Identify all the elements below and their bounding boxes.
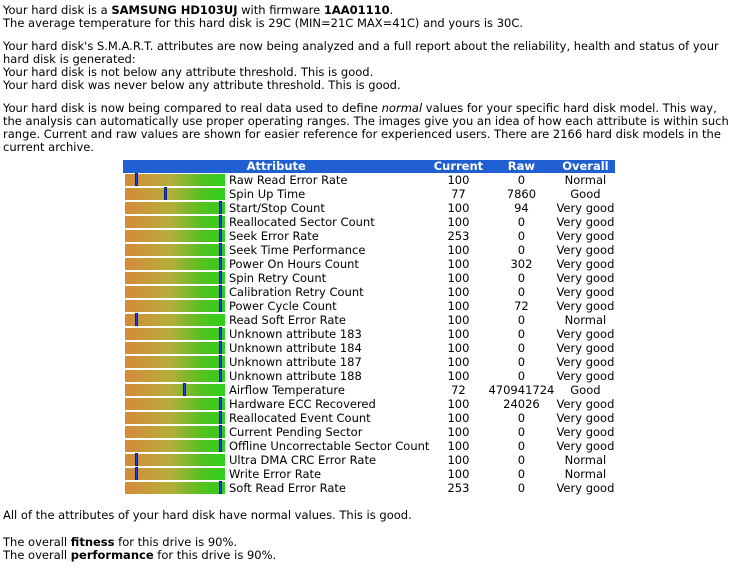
attribute-gauge (123, 411, 227, 425)
raw-value: 0 (517, 327, 526, 341)
attribute-gauge (123, 187, 227, 201)
table-row (123, 355, 615, 369)
overall-rating: Very good (556, 397, 615, 411)
attribute-gauge (123, 397, 227, 411)
gauge-bar (125, 216, 225, 228)
fitness-text-a: The overall (3, 535, 71, 549)
attribute-name: Unknown attribute 183 (229, 327, 362, 341)
raw-value: 302 (510, 257, 533, 271)
threshold-history: Your hard disk was never below any attribute threshold. This is good. (3, 78, 401, 92)
attribute-name: Spin Up Time (229, 187, 306, 201)
current-value: 72 (451, 383, 466, 397)
performance-word: performance (70, 548, 154, 562)
raw-value: 0 (517, 285, 526, 299)
attribute-name: Hardware ECC Recovered (229, 397, 376, 411)
overall-rating: Normal (564, 313, 607, 327)
gauge-marker (135, 173, 138, 186)
gauge-marker (164, 187, 167, 200)
header-overall: Overall (555, 160, 615, 173)
raw-value: 0 (517, 481, 526, 495)
gauge-bar (125, 482, 225, 494)
attribute-gauge (123, 481, 227, 495)
gauge-marker (219, 229, 222, 242)
perf-text-c: for this drive is 90%. (153, 548, 277, 562)
attribute-gauge (123, 341, 227, 355)
current-value: 100 (447, 411, 470, 425)
attribute-name: Ultra DMA CRC Error Rate (229, 453, 377, 467)
attribute-gauge (123, 425, 227, 439)
current-value: 77 (451, 187, 466, 201)
temperature-line: The average temperature for this hard disk is 29C (MIN=21C MAX=41C) and yours is 30C. (3, 16, 524, 30)
drive-model: SAMSUNG HD103UJ (111, 3, 238, 17)
attribute-name: Spin Retry Count (229, 271, 327, 285)
attribute-name: Power On Hours Count (229, 257, 359, 271)
overall-rating: Very good (556, 425, 615, 439)
table-row (123, 257, 615, 271)
gauge-marker (135, 453, 138, 466)
raw-value: 0 (517, 425, 526, 439)
table-row (123, 369, 615, 383)
attribute-gauge (123, 313, 227, 327)
summary-section (3, 509, 731, 562)
smart-section (3, 40, 731, 92)
attribute-name: Raw Read Error Rate (229, 173, 348, 187)
compare-section (3, 102, 731, 154)
intro-section (3, 4, 731, 30)
gauge-marker (135, 313, 138, 326)
overall-rating: Very good (556, 341, 615, 355)
overall-rating: Very good (556, 481, 615, 495)
overall-rating: Very good (556, 257, 615, 271)
table-row (123, 299, 615, 313)
table-row (123, 313, 615, 327)
gauge-bar (125, 258, 225, 270)
gauge-bar (125, 230, 225, 242)
attribute-name: Unknown attribute 187 (229, 355, 362, 369)
table-row (123, 271, 615, 285)
fitness-word: fitness (70, 535, 115, 549)
raw-value: 0 (517, 453, 526, 467)
gauge-marker (219, 327, 222, 340)
threshold-status: Your hard disk is not below any attribute threshold. This is good. (3, 65, 374, 79)
raw-value: 0 (517, 439, 526, 453)
summary-normal: All of the attributes of your hard disk have normal values. This is good. (3, 508, 412, 522)
attribute-gauge (123, 215, 227, 229)
current-value: 100 (447, 397, 470, 411)
table-row (123, 425, 615, 439)
gauge-bar (125, 370, 225, 382)
table-row (123, 481, 615, 495)
attribute-gauge (123, 271, 227, 285)
table-header-row (123, 160, 615, 173)
raw-value: 470941724 (488, 383, 555, 397)
compare-normal-word: normal (381, 101, 423, 115)
gauge-bar (125, 300, 225, 312)
attribute-gauge (123, 355, 227, 369)
attribute-gauge (123, 243, 227, 257)
overall-rating: Very good (556, 327, 615, 341)
attribute-name: Reallocated Event Count (229, 411, 371, 425)
table-body (123, 173, 615, 495)
attribute-gauge (123, 229, 227, 243)
attribute-name: Airflow Temperature (229, 383, 345, 397)
attribute-name: Current Pending Sector (229, 425, 363, 439)
table-row (123, 243, 615, 257)
header-current: Current (429, 160, 487, 173)
overall-rating: Very good (556, 271, 615, 285)
raw-value: 94 (514, 201, 529, 215)
gauge-bar (125, 384, 225, 396)
raw-value: 24026 (503, 397, 540, 411)
gauge-bar (125, 202, 225, 214)
attribute-gauge (123, 299, 227, 313)
smart-attributes-table (123, 160, 615, 495)
smart-intro: Your hard disk's S.M.A.R.T. attributes are now being analyzed and a full report about the reliability, health and status of your hard disk is generated: (3, 39, 719, 66)
gauge-marker (219, 257, 222, 270)
gauge-bar (125, 342, 225, 354)
intro-text-end: . (389, 3, 394, 17)
current-value: 100 (447, 341, 470, 355)
overall-rating: Very good (556, 201, 615, 215)
current-value: 100 (447, 215, 470, 229)
gauge-marker (219, 397, 222, 410)
attribute-name: Start/Stop Count (229, 201, 325, 215)
attribute-gauge (123, 383, 227, 397)
gauge-bar (125, 188, 225, 200)
current-value: 100 (447, 467, 470, 481)
table-row (123, 285, 615, 299)
table-row (123, 411, 615, 425)
compare-text-b: values for your specific hard disk model. This way, the analysis can automatically use proper operating ranges. The images give you an idea of how each attribute is within such range. Current and raw values are shown for easier reference for experienced users. There are 2166 hard disk models in the current archive. (3, 101, 729, 154)
perf-text-a: The overall (3, 548, 71, 562)
overall-rating: Very good (556, 229, 615, 243)
table-row (123, 397, 615, 411)
table-row (123, 383, 615, 397)
current-value: 100 (447, 313, 470, 327)
gauge-marker (219, 201, 222, 214)
compare-text-a: Your hard disk is now being compared to real data used to define (3, 101, 382, 115)
attribute-name: Write Error Rate (229, 467, 322, 481)
raw-value: 0 (517, 229, 526, 243)
gauge-marker (219, 481, 222, 494)
performance-line (3, 549, 731, 562)
overall-rating: Very good (556, 369, 615, 383)
attribute-name: Soft Read Error Rate (229, 481, 346, 495)
gauge-marker (219, 285, 222, 298)
current-value: 100 (447, 257, 470, 271)
gauge-bar (125, 286, 225, 298)
gauge-marker (219, 243, 222, 256)
table-row (123, 173, 615, 187)
attribute-name: Offline Uncorrectable Sector Count (229, 439, 430, 453)
intro-text: Your hard disk is a (3, 3, 112, 17)
raw-value: 0 (517, 313, 526, 327)
gauge-marker (219, 299, 222, 312)
table-row (123, 439, 615, 453)
current-value: 100 (447, 299, 470, 313)
gauge-bar (125, 398, 225, 410)
raw-value: 0 (517, 411, 526, 425)
gauge-bar (125, 314, 225, 326)
overall-rating: Normal (564, 453, 607, 467)
attribute-name: Seek Time Performance (229, 243, 366, 257)
raw-value: 0 (517, 173, 526, 187)
attribute-name: Read Soft Error Rate (229, 313, 346, 327)
table-row (123, 215, 615, 229)
overall-rating: Normal (564, 173, 607, 187)
gauge-bar (125, 412, 225, 424)
raw-value: 0 (517, 369, 526, 383)
overall-rating: Very good (556, 355, 615, 369)
raw-value: 0 (517, 215, 526, 229)
current-value: 100 (447, 243, 470, 257)
attribute-name: Unknown attribute 184 (229, 341, 362, 355)
overall-rating: Very good (556, 285, 615, 299)
table-row (123, 187, 615, 201)
overall-rating: Normal (564, 467, 607, 481)
gauge-bar (125, 356, 225, 368)
current-value: 100 (447, 453, 470, 467)
gauge-marker (219, 425, 222, 438)
current-value: 100 (447, 173, 470, 187)
gauge-marker (219, 215, 222, 228)
overall-rating: Good (570, 187, 601, 201)
overall-rating: Very good (556, 299, 615, 313)
raw-value: 0 (517, 467, 526, 481)
gauge-marker (219, 439, 222, 452)
attribute-gauge (123, 453, 227, 467)
gauge-marker (219, 355, 222, 368)
table-row (123, 341, 615, 355)
gauge-bar (125, 272, 225, 284)
overall-rating: Very good (556, 439, 615, 453)
intro-text-firmware: with firmware (237, 3, 324, 17)
attribute-name: Calibration Retry Count (229, 285, 364, 299)
raw-value: 0 (517, 355, 526, 369)
raw-value: 0 (517, 271, 526, 285)
table-row (123, 201, 615, 215)
attribute-name: Power Cycle Count (229, 299, 337, 313)
attribute-gauge (123, 327, 227, 341)
gauge-bar (125, 174, 225, 186)
overall-rating: Very good (556, 215, 615, 229)
current-value: 253 (447, 229, 470, 243)
gauge-bar (125, 244, 225, 256)
attribute-name: Seek Error Rate (229, 229, 319, 243)
attribute-gauge (123, 173, 227, 187)
raw-value: 7860 (506, 187, 537, 201)
attribute-name: Unknown attribute 188 (229, 369, 362, 383)
gauge-marker (135, 467, 138, 480)
fitness-text-c: for this drive is 90%. (114, 535, 238, 549)
table-row (123, 229, 615, 243)
header-raw: Raw (487, 160, 555, 173)
current-value: 100 (447, 285, 470, 299)
current-value: 100 (447, 439, 470, 453)
table-row (123, 327, 615, 341)
gauge-bar (125, 328, 225, 340)
gauge-marker (219, 271, 222, 284)
attribute-gauge (123, 257, 227, 271)
gauge-marker (219, 411, 222, 424)
attribute-gauge (123, 369, 227, 383)
gauge-marker (183, 383, 186, 396)
attribute-name: Reallocated Sector Count (229, 215, 375, 229)
attribute-gauge (123, 201, 227, 215)
gauge-bar (125, 454, 225, 466)
overall-rating: Very good (556, 243, 615, 257)
attribute-gauge (123, 467, 227, 481)
compare-text (3, 102, 731, 154)
current-value: 100 (447, 369, 470, 383)
gauge-bar (125, 440, 225, 452)
overall-rating: Very good (556, 411, 615, 425)
gauge-marker (219, 369, 222, 382)
gauge-bar (125, 426, 225, 438)
header-attribute: Attribute (123, 160, 429, 173)
current-value: 253 (447, 481, 470, 495)
current-value: 100 (447, 355, 470, 369)
firmware-version: 1AA01110 (323, 3, 390, 17)
raw-value: 0 (517, 341, 526, 355)
table-row (123, 453, 615, 467)
current-value: 100 (447, 271, 470, 285)
raw-value: 0 (517, 243, 526, 257)
table-row (123, 467, 615, 481)
overall-rating: Good (570, 383, 601, 397)
attribute-gauge (123, 439, 227, 453)
current-value: 100 (447, 201, 470, 215)
current-value: 100 (447, 327, 470, 341)
gauge-marker (219, 341, 222, 354)
raw-value: 72 (514, 299, 529, 313)
current-value: 100 (447, 425, 470, 439)
gauge-bar (125, 468, 225, 480)
attribute-gauge (123, 285, 227, 299)
